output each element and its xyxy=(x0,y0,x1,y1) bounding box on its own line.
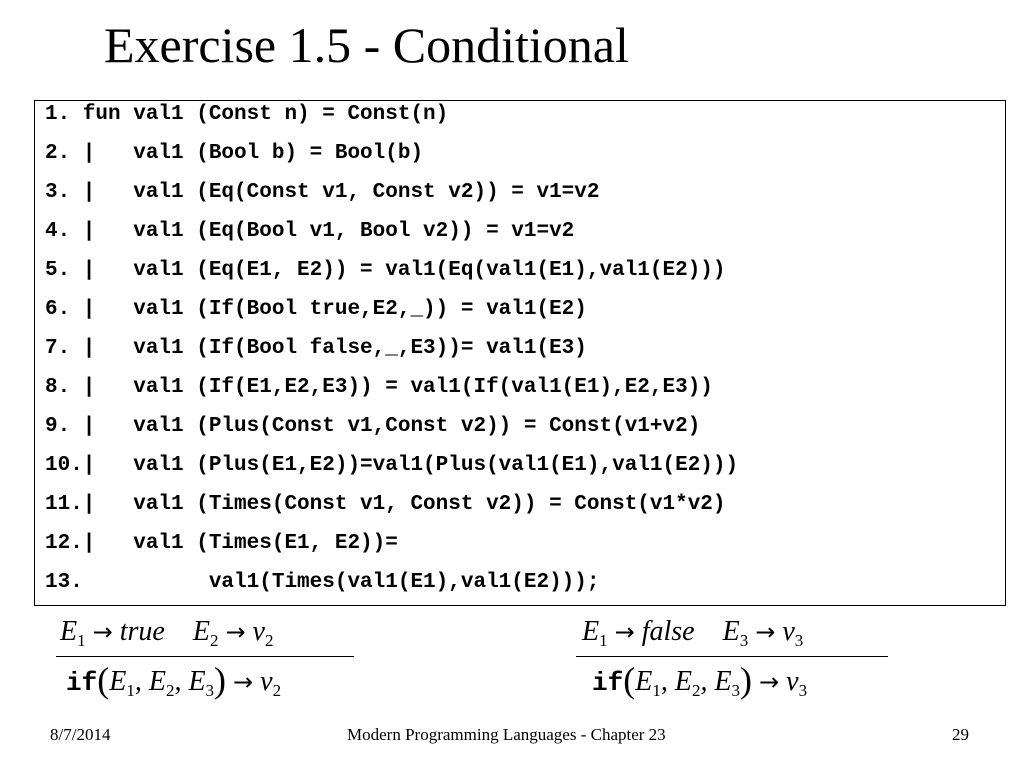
rule-premise xyxy=(60,614,273,659)
math-var: E xyxy=(192,616,210,647)
math-var: v xyxy=(782,616,795,647)
footer-date: 8/7/2014 xyxy=(50,725,111,744)
inference-rule-if-false xyxy=(582,614,892,710)
footer-page-number: 29 xyxy=(952,725,969,744)
math-subscript: 1 xyxy=(599,631,608,650)
code-line-8: 8. | val1 (If(E1,E2,E3)) = val1(If(val1(E1),E2,E3)) xyxy=(45,376,713,399)
math-var: E xyxy=(722,616,740,647)
code-listing xyxy=(34,100,1006,606)
math-subscript: 3 xyxy=(798,681,808,700)
math-value: false xyxy=(641,616,695,647)
inference-rule-if-true xyxy=(60,614,360,710)
arrow-symbol: → xyxy=(614,618,635,646)
math-var: v xyxy=(260,666,273,697)
code-line-13: 13. val1(Times(val1(E1),val1(E2))); xyxy=(45,571,600,594)
math-var: v xyxy=(252,616,265,647)
code-line-4: 4. | val1 (Eq(Bool v1, Bool v2)) = v1=v2 xyxy=(45,220,575,243)
math-subscript: 2 xyxy=(272,681,282,700)
math-subscript: 2 xyxy=(264,631,274,650)
rule-bar xyxy=(56,656,354,657)
math-subscript: 1 xyxy=(77,631,86,650)
code-line-9: 9. | val1 (Plus(Const v1,Const v2)) = Const(v1+v2) xyxy=(45,415,701,438)
arrow-symbol: → xyxy=(92,618,113,646)
math-subscript: 2 xyxy=(691,681,701,700)
math-var: E xyxy=(714,666,732,697)
math-var: E xyxy=(674,666,692,697)
arrow-symbol: → xyxy=(755,618,776,646)
math-subscript: 3 xyxy=(739,631,749,650)
footer-title: Modern Programming Languages - Chapter 23 xyxy=(347,725,666,744)
code-line-3: 3. | val1 (Eq(Const v1, Const v2)) = v1=v2 xyxy=(45,181,600,204)
math-var: v xyxy=(786,666,799,697)
slide-title: Exercise 1.5 - Conditional xyxy=(104,17,629,73)
arrow-symbol: → xyxy=(225,618,246,646)
if-keyword: if xyxy=(592,668,624,698)
code-line-1: 1. fun val1 (Const n) = Const(n) xyxy=(45,103,449,126)
math-var: E xyxy=(60,616,78,647)
code-line-12: 12.| val1 (Times(E1, E2))= xyxy=(45,532,398,555)
code-line-5: 5. | val1 (Eq(E1, E2)) = val1(Eq(val1(E1),val1(E2))) xyxy=(45,259,726,282)
math-var: E xyxy=(148,666,166,697)
code-line-2: 2. | val1 (Bool b) = Bool(b) xyxy=(45,142,424,165)
math-subscript: 3 xyxy=(794,631,804,650)
math-var: E xyxy=(635,666,653,697)
math-subscript: 2 xyxy=(209,631,219,650)
code-line-10: 10.| val1 (Plus(E1,E2))=val1(Plus(val1(E1),val1(E2))) xyxy=(45,454,739,477)
rule-premise xyxy=(582,614,803,659)
code-line-6: 6. | val1 (If(Bool true,E2,_)) = val1(E2) xyxy=(45,298,587,321)
if-keyword: if xyxy=(66,668,98,698)
math-value: true xyxy=(119,616,165,647)
arrow-symbol: → xyxy=(233,668,254,696)
math-var: E xyxy=(582,616,600,647)
code-line-7: 7. | val1 (If(Bool false,_,E3))= val1(E3) xyxy=(45,337,587,360)
math-subscript: 3 xyxy=(731,681,741,700)
math-subscript: 1 xyxy=(126,681,135,700)
math-subscript: 1 xyxy=(652,681,661,700)
rule-bar xyxy=(576,656,888,657)
rule-conclusion: $if(E_1$, $E_2$, $E_3) \to v_3$ xyxy=(592,660,808,700)
math-subscript: 2 xyxy=(165,681,175,700)
code-line-11: 11.| val1 (Times(Const v1, Const v2)) = Const(v1*v2) xyxy=(45,493,726,516)
math-var: E xyxy=(109,666,127,697)
math-subscript: 3 xyxy=(205,681,215,700)
math-var: E xyxy=(188,666,206,697)
rule-conclusion: $if(E_1$, $E_2$, $E_3) \to v_2$ xyxy=(66,660,282,700)
arrow-symbol: → xyxy=(759,668,780,696)
